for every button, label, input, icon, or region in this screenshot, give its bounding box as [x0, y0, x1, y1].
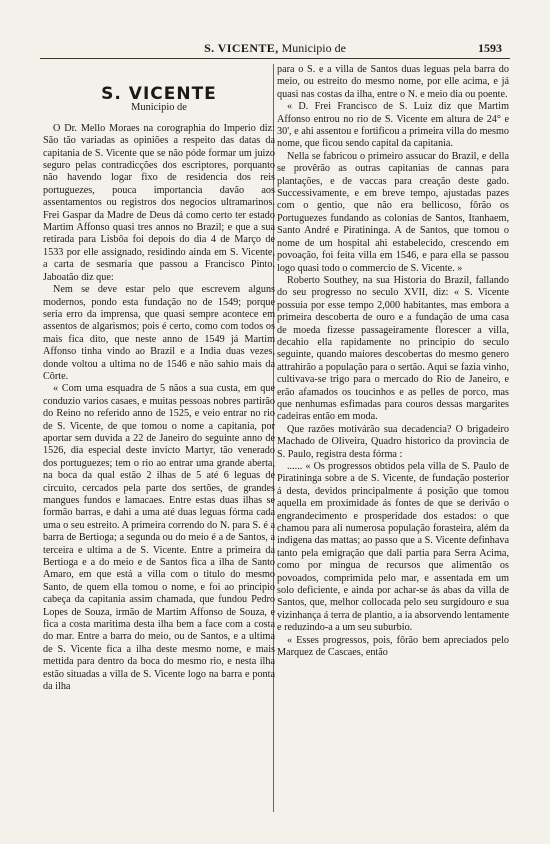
header-rule — [40, 58, 510, 59]
page-number: 1593 — [478, 41, 502, 55]
paragraph: ...... « Os progressos obtidos pela villa de S. Paulo de Piratininga sobre a de S. Vicente, de fundação posterior á desta, devidos principalmente á posição que tomou aquella em proximidade ás fontes de que se derivão o engrandecimento e prosperidade dos estados: o que chamou para ali numerosa população forasteira, além da indigena das mattas; ao passo que a S. Vicente definhava tanto pela emigração que dali partia para Serra Acima, como por mingua de recursos que alimentão os povoados, comprimida pelo mar, e assentada em um solo deficiente, e ainda por achar-se ás abas da villa de Santos, que, melhor collocada pelo seu surgidouro e sua vizinhança á terra de plantio, a ia absorvendo lentamente e reduzindo-a a um seu suburbio. — [277, 461, 509, 634]
paragraph: Que razões motivárão sua decadencia? O brigadeiro Machado de Oliveira, Quadro historico da provincia de S. Paulo, registra desta fórma : — [277, 423, 509, 460]
left-column — [43, 64, 275, 694]
paragraph: Nella se fabricou o primeiro assucar do Brazil, e della se provêrão as outras capitanias de cannas para plantações, e de vaccas para creação deste gado. Successivamente, e em breve tempo, ajustadas pazes com o gentio, que não era bellicoso, fôrão os Portuguezes fundando as colonias de Santos, Itanhaem, Santo André e Piratininga. A de Santos, que tomou o nome de um hospital ahi estabelecido, crescendo em povoação, foi feita villa em 1546, e para ella se passou logo quasi todo o commercio de S. Vicente. » — [277, 150, 509, 274]
running-header — [40, 40, 510, 56]
paragraph: « Com uma esquadra de 5 nãos a sua custa, em que conduzio varios casaes, e muitas pessoas nobres partirão do Reino no referido anno de 1525, e veio entrar no rio de S. Vicente, de que tomou o nome a capitania, por aportar sem duvida a 22 de Janeiro do seguinte anno de 1526, dia especial deste invicto Martyr, tão venerado dos portuguezes; tem o rio ao entrar uma grande aberta, na boca da qual estão 2 ilhas de 5 até 6 leguas de circuito, cercados pela parte dos sertões, de grandes mangues fundos e lamacaes. Entre estas duas ilhas se formão barras, e dahi a uma até duas leguas fórma cada uma o seu estreito. A primeira correndo do N. para S. é a barra de Bertioga; a segunda ou do meio é a de Santos, a terceira e ultima a de S. Vicente. Entre a primeira da Bertioga e a do meio e de Santos fica a ilha de Santo Amaro, em que está a villa com o titulo do mesmo Santo, de quem ella tomou o nome, e foi ao principio cabeça da capitania assim chamada, que fundou Pedro Lopes de Souza, irmão de Martim Affonso de Souza, e fica a costa maritima desta ilha bem a face com a costa do mar. Entre a barra do meio, ou de Santos, e a ultima de S. Vicente fica a ilha deste mesmo nome, e mais mettida para dentro da boca do mesmo rio, e nesta ilha estão situadas a villa de S. Vicente logo na barra e ponta da ilha — [43, 383, 275, 693]
article-subtitle: Municipio de — [131, 102, 187, 114]
article-title: S. VICENTE — [101, 84, 217, 104]
right-column — [277, 64, 509, 660]
paragraph: Nem se deve estar pelo que escrevem alguns modernos, pondo esta fundação no de 1549; porque seria erro da imprensa, que quasi sempre acontece em assentos de algarismos; pois é certo, como com todos os mais fica dito, que neste anno de 1549 já Martim Affonso tinha vindo ao Brazil e a India duas vezes, donde voltou a ultima no de 1546 e não sahio mais da Côrte. — [43, 284, 275, 382]
paragraph: para o S. e a villa de Santos duas leguas pela barra do meio, ou estreito do mesmo nome, por elle acima, e já quasi nas costas da ilha, entre o N. e meio dia ou poente. — [277, 64, 509, 100]
running-title: S. VICENTE, — [204, 41, 279, 55]
running-header-text — [40, 40, 510, 56]
paragraph: « D. Frei Francisco de S. Luiz diz que Martim Affonso entrou no rio de S. Vicente em altura de 24° e 30', e ahi assentou e fortificou a primeira villa do mesmo nome, que ficou sendo capital da capitania. — [277, 101, 509, 150]
paragraph: « Esses progressos, pois, fôrão bem apreciados pelo Marquez de Cascaes, então — [277, 634, 509, 659]
paragraph: O Dr. Mello Moraes na corographia do Imperio diz: São tão variadas as opiniões a respeito das datas da capitania de S. Vicente que se não póde formar um juizo seguro pelas contradicções dos escriptores, porquanto não havendo logar fixo de residencia dos reis portuguezes, pouca importancia davão aos assentamentos ou registros dos negocios ultramarinos. Frei Gaspar da Madre de Deus dá como certo ter estado Martim Affonso quasi tres annos no Brazil; e que a sua retirada para Lisbôa foi depois do dia 4 de Março de 1533 por elle assignado, residindo ainda em S. Vicente, a carta de sesmaria que passou a Francisco Pinto. Jaboatão diz que: — [43, 122, 275, 283]
paragraph: Roberto Southey, na sua Historia do Brazil, fallando do seu progresso no seculo XVII, diz: « S. Vicente possuia por esse tempo 2,000 habitantes, mas embora a primeira descoberta de ouro e a fundação de uma casa de moeda fizesse passageiramente florescer a villa, decahio ella rapidamente no principio do seculo seguinte, quando maiores descobertas do mesmo genero attrahirão a população para o sertão. Aqui se fazia vinho, cultivava-se trigo para o mercado do Rio de Janeiro, e erão afamados os toucinhos e as pelles de porco, mas que nenhumas esfimadas para couros dessas margarites cadeiras então em moda. — [277, 274, 509, 423]
running-subtitle: Municipio de — [281, 41, 346, 55]
